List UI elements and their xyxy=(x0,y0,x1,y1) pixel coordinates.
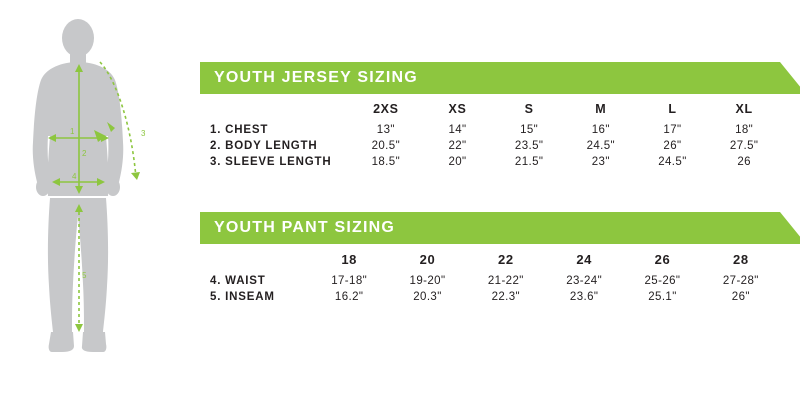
pant-row-label-waist: 4. WAIST xyxy=(210,275,266,287)
jersey-chest-s: 15" xyxy=(520,124,539,136)
table-header-row xyxy=(200,250,780,273)
banner-tail-shape xyxy=(780,62,800,94)
jersey-sleeve-length-m: 23" xyxy=(591,156,610,168)
jersey-size-l: L xyxy=(668,102,677,116)
jersey-body-length-xl: 27.5" xyxy=(729,140,759,152)
pant-waist-28: 27-28" xyxy=(722,275,759,287)
measurement-figure xyxy=(10,10,195,360)
callout-4: 4 xyxy=(72,172,77,181)
jersey-sleeve-length-l: 24.5" xyxy=(658,156,687,168)
jersey-sleeve-length-s: 21.5" xyxy=(514,156,544,168)
pant-row-label-inseam: 5. INSEAM xyxy=(210,291,275,303)
pant-size-22: 22 xyxy=(497,252,514,267)
callout-3: 3 xyxy=(141,129,146,138)
jersey-body-length-l: 26" xyxy=(663,140,682,152)
jersey-size-xs: XS xyxy=(448,102,467,116)
pant-inseam-20: 20.3" xyxy=(413,291,442,303)
jersey-chest-xl: 18" xyxy=(735,124,754,136)
pant-inseam-28: 26" xyxy=(731,291,750,303)
pant-inseam-24: 23.6" xyxy=(569,291,599,303)
jersey-size-m: M xyxy=(595,102,607,116)
jersey-sizing-section xyxy=(200,62,780,170)
jersey-row-label-body-length: 2. BODY LENGTH xyxy=(210,140,318,152)
pant-inseam-26: 25.1" xyxy=(648,291,677,303)
pant-size-26: 26 xyxy=(654,252,671,267)
pant-size-20: 20 xyxy=(419,252,436,267)
jersey-chest-m: 16" xyxy=(591,124,610,136)
jersey-size-xl: XL xyxy=(735,102,753,116)
table-header-row xyxy=(200,100,780,122)
callout-2: 2 xyxy=(82,149,87,158)
jersey-corner-cell xyxy=(200,100,350,122)
pant-waist-26: 25-26" xyxy=(644,275,681,287)
jersey-banner xyxy=(200,62,780,94)
table-row xyxy=(200,273,780,289)
pant-corner-cell xyxy=(200,250,310,273)
jersey-body-length-s: 23.5" xyxy=(514,140,544,152)
jersey-sleeve-length-xl: 26 xyxy=(737,156,751,168)
pant-inseam-18: 16.2" xyxy=(334,291,364,303)
jersey-title: YOUTH JERSEY SIZING xyxy=(214,69,418,86)
jersey-size-2xs: 2XS xyxy=(373,102,399,116)
jersey-body-length-2xs: 20.5" xyxy=(371,140,401,152)
table-row xyxy=(200,138,780,154)
jersey-chest-l: 17" xyxy=(663,124,682,136)
jersey-sizing-table xyxy=(200,100,780,170)
pant-waist-24: 23-24" xyxy=(566,275,603,287)
pant-size-18: 18 xyxy=(341,252,357,267)
jersey-sleeve-length-xs: 20" xyxy=(448,156,467,168)
pant-size-24: 24 xyxy=(576,252,592,267)
jersey-row-label-sleeve-length: 3. SLEEVE LENGTH xyxy=(210,156,332,168)
body-silhouette-icon xyxy=(10,10,195,360)
banner-tail-shape xyxy=(780,212,800,244)
pant-title: YOUTH PANT SIZING xyxy=(214,219,395,236)
pant-waist-20: 19-20" xyxy=(409,275,446,287)
pant-size-28: 28 xyxy=(732,252,749,267)
table-row xyxy=(200,154,780,170)
pant-waist-18: 17-18" xyxy=(331,275,368,287)
pant-sizing-section xyxy=(200,212,780,305)
pant-inseam-22: 22.3" xyxy=(491,291,521,303)
callout-1: 1 xyxy=(70,127,75,136)
jersey-body-length-m: 24.5" xyxy=(586,140,616,152)
jersey-body-length-xs: 22" xyxy=(448,140,467,152)
table-row xyxy=(200,289,780,305)
table-row xyxy=(200,122,780,138)
jersey-chest-xs: 14" xyxy=(448,124,467,136)
pant-banner xyxy=(200,212,780,244)
pant-waist-22: 21-22" xyxy=(487,275,524,287)
jersey-row-label-chest: 1. CHEST xyxy=(210,124,269,136)
callout-5: 5 xyxy=(82,271,87,280)
jersey-size-s: S xyxy=(524,102,534,116)
jersey-sleeve-length-2xs: 18.5" xyxy=(371,156,401,168)
pant-sizing-table xyxy=(200,250,780,305)
jersey-chest-2xs: 13" xyxy=(376,124,395,136)
